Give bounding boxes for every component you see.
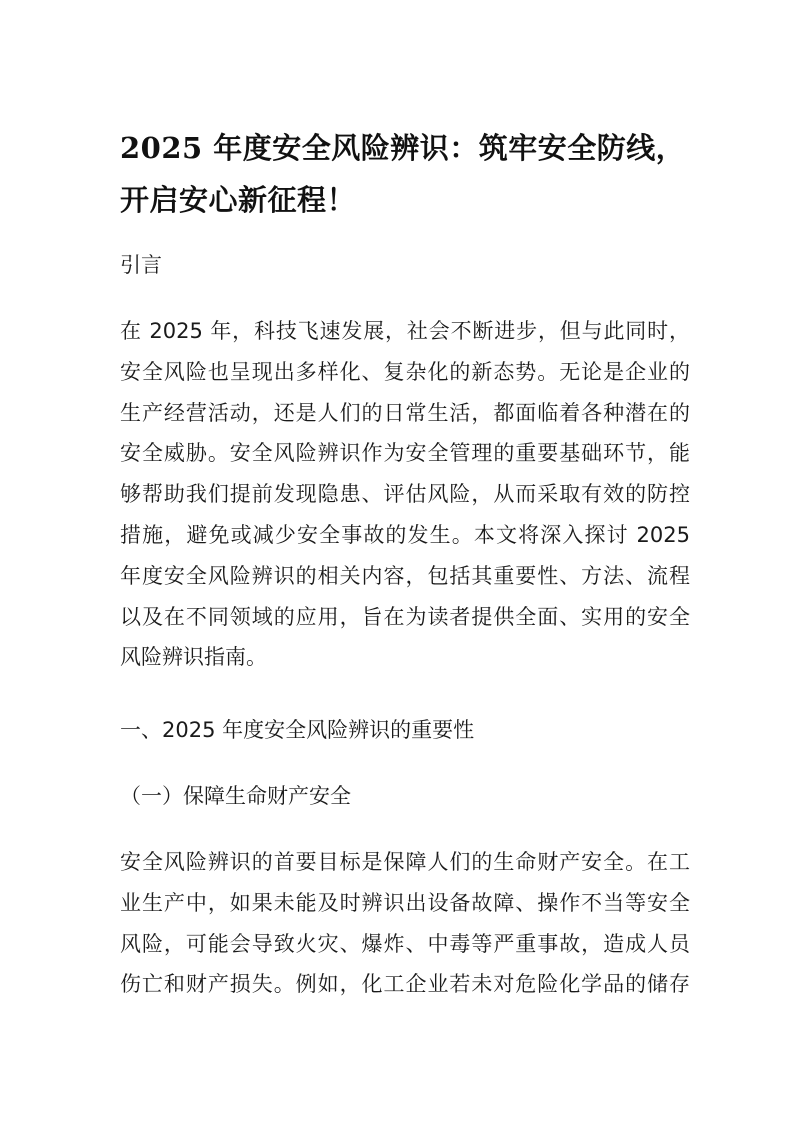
title-line-2: 开启安心新征程！ bbox=[120, 183, 357, 217]
section-1-paragraph-line: 风险，可能会导致火灾、爆炸、中毒等严重事故，造成人员 bbox=[120, 931, 690, 956]
intro-paragraph-line: 安全威胁。安全风险辨识作为安全管理的重要基础环节，能 bbox=[120, 441, 690, 466]
intro-paragraph-line: 生产经营活动，还是人们的日常生活，都面临着各种潜在的 bbox=[120, 400, 690, 425]
intro-paragraph-line: 安全风险也呈现出多样化、复杂化的新态势。无论是企业的 bbox=[120, 359, 690, 384]
intro-heading: 引言 bbox=[120, 253, 162, 277]
intro-paragraph-line: 以及在不同领域的应用，旨在为读者提供全面、实用的安全 bbox=[120, 604, 690, 629]
document-title bbox=[120, 122, 690, 226]
section-1-paragraph-line: 伤亡和财产损失。例如，化工企业若未对危险化学品的储存 bbox=[120, 972, 690, 997]
section-1-paragraph bbox=[120, 842, 690, 1005]
intro-paragraph-line: 措施，避免或减少安全事故的发生。本文将深入探讨 2025 bbox=[120, 522, 690, 547]
intro-paragraph-line: 年度安全风险辨识的相关内容，包括其重要性、方法、流程 bbox=[120, 563, 690, 588]
subsection-1-heading: （一）保障生命财产安全 bbox=[120, 784, 351, 808]
intro-paragraph-line: 够帮助我们提前发现隐患、评估风险，从而采取有效的防控 bbox=[120, 482, 690, 507]
section-1-paragraph-line: 安全风险辨识的首要目标是保障人们的生命财产安全。在工 bbox=[120, 850, 690, 874]
intro-paragraph-line: 风险辨识指南。 bbox=[120, 645, 267, 670]
section-1-heading: 一、2025 年度安全风险辨识的重要性 bbox=[120, 718, 475, 742]
intro-paragraph-line: 在 2025 年，科技飞速发展，社会不断进步，但与此同时， bbox=[120, 319, 690, 343]
section-1-paragraph-line: 业生产中，如果未能及时辨识出设备故障、操作不当等安全 bbox=[120, 890, 690, 915]
intro-paragraph bbox=[120, 311, 690, 678]
title-line-1: 2025 年度安全风险辨识：筑牢安全防线， bbox=[120, 131, 686, 165]
